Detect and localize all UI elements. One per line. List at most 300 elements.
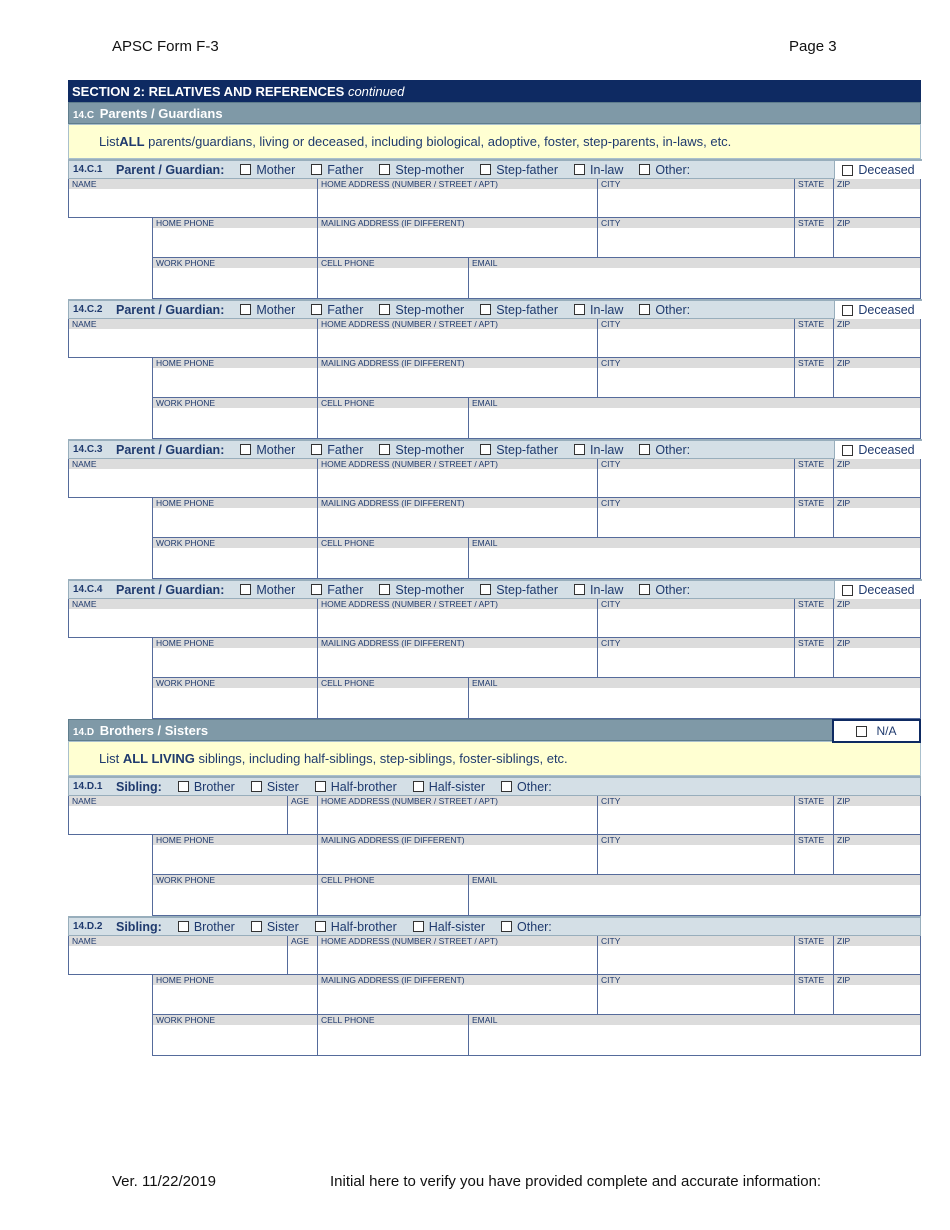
option-half-brother[interactable] [315,780,397,794]
mailing-city-field[interactable] [597,358,794,398]
checkbox[interactable] [480,304,491,315]
checkbox[interactable] [379,304,390,315]
deceased-checkbox[interactable] [842,165,853,176]
state-field-label: STATE [795,936,833,946]
name-field[interactable] [68,319,317,358]
zip-field-label: ZIP [834,796,921,806]
zip-field[interactable] [833,319,921,358]
mailing-state-field[interactable] [794,498,833,538]
entry-label: Sibling: [116,919,162,934]
section-title-suffix: continued [347,84,405,99]
deceased-label: Deceased [858,303,915,317]
city-field-label: CITY [598,459,794,469]
option-label: Mother [256,582,296,597]
home-phone-field[interactable] [152,358,317,398]
home-address-field[interactable] [317,936,597,975]
checkbox[interactable] [639,444,650,455]
email-field[interactable] [468,1015,921,1056]
checkbox[interactable] [379,584,390,595]
cell-phone-field[interactable] [317,258,468,299]
option-mother[interactable] [240,303,295,317]
email-field-label: EMAIL [469,1015,921,1025]
option-label: Father [327,302,364,317]
instruction-bold: ALL LIVING [122,751,195,766]
entry-number: 14.D.1 [73,781,103,792]
email-field[interactable] [468,258,921,299]
cell-phone-field[interactable] [317,398,468,439]
zip-field-label: ZIP [834,459,921,469]
state-field[interactable] [794,319,833,358]
option-father[interactable] [311,583,363,597]
mailing-city-field-label: CITY [598,218,794,228]
right-border [920,796,921,916]
home-address-field-label: HOME ADDRESS (NUMBER / STREET / APT) [318,599,597,609]
entry-header-bar [68,159,921,179]
name-field-label: NAME [69,459,317,469]
option-half-brother[interactable] [315,920,397,934]
home-address-field-label: HOME ADDRESS (NUMBER / STREET / APT) [318,459,597,469]
work-phone-field-label: WORK PHONE [153,678,317,688]
option-half-sister[interactable] [413,780,485,794]
option-label: Mother [256,442,296,457]
mailing-city-field-label: CITY [598,975,794,985]
mailing-state-field-label: STATE [795,975,833,985]
work-phone-field-label: WORK PHONE [153,875,317,885]
city-field[interactable] [597,599,794,638]
deceased-option[interactable] [834,579,922,599]
checkbox[interactable] [574,164,585,175]
mailing-zip-field[interactable] [833,975,921,1015]
city-field-label: CITY [598,796,794,806]
cell-phone-field[interactable] [317,875,468,916]
option-label: Brother [193,919,235,934]
cell-phone-field-label: CELL PHONE [318,1015,468,1025]
checkbox[interactable] [240,304,251,315]
option-label: Father [327,442,364,457]
mailing-zip-field[interactable] [833,835,921,875]
email-field-label: EMAIL [469,678,921,688]
home-address-field[interactable] [317,179,597,218]
home-address-field[interactable] [317,459,597,498]
city-field[interactable] [597,796,794,835]
work-phone-field[interactable] [152,1015,317,1056]
checkbox[interactable] [574,444,585,455]
option-sister[interactable] [251,780,299,794]
name-field[interactable] [68,599,317,638]
mailing-state-field[interactable] [794,975,833,1015]
option-label: In-law [590,302,624,317]
siblings-section-title: Brothers / Sisters [99,723,209,738]
mailing-address-field[interactable] [317,218,597,258]
checkbox[interactable] [178,921,189,932]
email-field-label: EMAIL [469,258,921,268]
checkbox[interactable] [379,164,390,175]
option-label: Other: [655,302,691,317]
zip-field[interactable] [833,936,921,975]
checkbox[interactable] [574,304,585,315]
home-address-field[interactable] [317,319,597,358]
checkbox[interactable] [574,584,585,595]
zip-field[interactable] [833,599,921,638]
home-phone-field[interactable] [152,975,317,1015]
section-title-text: SECTION 2: RELATIVES AND REFERENCES [72,84,345,99]
option-brother[interactable] [178,920,235,934]
option-step-mother[interactable] [379,583,464,597]
city-field-label: CITY [598,936,794,946]
state-field-label: STATE [795,459,833,469]
home-phone-field[interactable] [152,835,317,875]
deceased-label: Deceased [858,163,915,177]
instruction-bold: ALL [119,134,145,149]
page-number: Page 3 [789,38,837,55]
mailing-address-field[interactable] [317,975,597,1015]
option-sister[interactable] [251,920,299,934]
option-label: Half-sister [428,919,486,934]
state-field-label: STATE [795,319,833,329]
name-field-label: NAME [69,319,317,329]
option-step-mother[interactable] [379,443,464,457]
option-other[interactable] [639,303,690,317]
cell-phone-field-label: CELL PHONE [318,398,468,408]
checkbox[interactable] [501,781,512,792]
sibling-entries [68,776,921,1056]
entry-number: 14.C.1 [73,164,103,175]
right-border [920,599,921,719]
option-label: Other: [655,162,691,177]
email-field-label: EMAIL [469,875,921,885]
option-other[interactable] [501,780,552,794]
state-field-label: STATE [795,179,833,189]
option-label: Step-mother [395,302,465,317]
option-label: Half-sister [428,779,486,794]
siblings-subsection-title [68,719,921,741]
home-address-field[interactable] [317,599,597,638]
mailing-city-field-label: CITY [598,358,794,368]
cell-phone-field-label: CELL PHONE [318,678,468,688]
checkbox[interactable] [480,444,491,455]
option-other[interactable] [639,163,690,177]
city-field[interactable] [597,319,794,358]
name-field-label: NAME [69,936,287,946]
option-label: Step-mother [395,442,465,457]
mailing-address-field[interactable] [317,358,597,398]
option-other[interactable] [639,443,690,457]
state-field[interactable] [794,459,833,498]
home-address-field-label: HOME ADDRESS (NUMBER / STREET / APT) [318,179,597,189]
mailing-zip-field[interactable] [833,498,921,538]
option-label: Step-father [496,302,559,317]
option-label: Mother [256,162,296,177]
home-address-field-label: HOME ADDRESS (NUMBER / STREET / APT) [318,796,597,806]
option-step-father[interactable] [480,443,558,457]
mailing-city-field[interactable] [597,835,794,875]
option-label: Father [327,582,364,597]
entry-header-bar [68,299,921,319]
city-field-label: CITY [598,599,794,609]
checkbox[interactable] [501,921,512,932]
option-in-law[interactable] [574,443,623,457]
entry-header-bar [68,916,921,936]
mailing-address-field-label: MAILING ADDRESS (IF DIFFERENT) [318,218,597,228]
version-label: Ver. 11/22/2019 [112,1173,216,1190]
option-step-father[interactable] [480,163,558,177]
entry-number: 14.C.2 [73,304,103,315]
work-phone-field[interactable] [152,678,317,719]
mailing-state-field-label: STATE [795,835,833,845]
work-phone-field[interactable] [152,398,317,439]
home-address-field-label: HOME ADDRESS (NUMBER / STREET / APT) [318,319,597,329]
siblings-section-number: 14.D [73,727,95,738]
name-field[interactable] [68,796,287,835]
option-step-father[interactable] [480,303,558,317]
parent-entry [68,159,921,299]
option-step-father[interactable] [480,583,558,597]
option-label: In-law [590,162,624,177]
mailing-state-field[interactable] [794,218,833,258]
checkbox[interactable] [311,584,322,595]
name-field[interactable] [68,179,317,218]
option-label: Half-brother [330,919,397,934]
mailing-address-field[interactable] [317,498,597,538]
city-field[interactable] [597,936,794,975]
zip-field-label: ZIP [834,319,921,329]
checkbox[interactable] [178,781,189,792]
option-half-sister[interactable] [413,920,485,934]
city-field-label: CITY [598,179,794,189]
instruction-pre: List [99,134,120,149]
entry-label: Sibling: [116,779,162,794]
cell-phone-field[interactable] [317,1015,468,1056]
parents-section-title: Parents / Guardians [99,106,223,121]
checkbox[interactable] [311,164,322,175]
zip-field[interactable] [833,459,921,498]
sibling-entry [68,916,921,1056]
deceased-label: Deceased [858,443,915,457]
mailing-address-field-label: MAILING ADDRESS (IF DIFFERENT) [318,638,597,648]
state-field[interactable] [794,179,833,218]
option-father[interactable] [311,303,363,317]
checkbox[interactable] [311,304,322,315]
zip-field-label: ZIP [834,936,921,946]
name-field-label: NAME [69,796,287,806]
na-checkbox-group[interactable] [832,719,921,743]
initial-prompt: Initial here to verify you have provided complete and accurate information: [330,1173,822,1190]
checkbox[interactable] [311,444,322,455]
mailing-zip-field-label: ZIP [834,218,921,228]
option-father[interactable] [311,443,363,457]
na-label: N/A [876,724,897,738]
deceased-option[interactable] [834,159,922,179]
home-phone-field[interactable] [152,638,317,678]
option-label: Father [327,162,364,177]
option-label: Sister [266,779,299,794]
state-field[interactable] [794,599,833,638]
checkbox[interactable] [315,781,326,792]
deceased-option[interactable] [834,439,922,459]
email-field[interactable] [468,538,921,579]
mailing-city-field[interactable] [597,218,794,258]
work-phone-field-label: WORK PHONE [153,1015,317,1025]
name-field-label: NAME [69,179,317,189]
email-field[interactable] [468,875,921,916]
checkbox[interactable] [480,164,491,175]
home-phone-field-label: HOME PHONE [153,975,317,985]
mailing-state-field-label: STATE [795,358,833,368]
email-field[interactable] [468,398,921,439]
name-field-label: NAME [69,599,317,609]
parents-instruction [68,124,921,159]
home-phone-field[interactable] [152,218,317,258]
entry-header-bar [68,439,921,459]
checkbox[interactable] [251,781,262,792]
age-field[interactable] [287,936,317,975]
home-phone-field[interactable] [152,498,317,538]
email-field-label: EMAIL [469,538,921,548]
right-border [920,319,921,439]
mailing-state-field[interactable] [794,358,833,398]
option-in-law[interactable] [574,163,623,177]
option-father[interactable] [311,163,363,177]
mailing-city-field[interactable] [597,498,794,538]
instruction-post: siblings, including half-siblings, step-siblings, foster-siblings, etc. [194,751,568,766]
mailing-city-field[interactable] [597,638,794,678]
checkbox[interactable] [480,584,491,595]
city-field[interactable] [597,459,794,498]
name-field[interactable] [68,459,317,498]
form-id: APSC Form F-3 [112,38,219,55]
option-label: Step-father [496,442,559,457]
option-mother[interactable] [240,443,295,457]
right-border [920,936,921,1056]
entry-header-bar [68,579,921,599]
option-in-law[interactable] [574,303,623,317]
option-brother[interactable] [178,780,235,794]
option-label: Other: [655,582,691,597]
option-label: Sister [266,919,299,934]
option-in-law[interactable] [574,583,623,597]
mailing-zip-field[interactable] [833,218,921,258]
checkbox[interactable] [315,921,326,932]
mailing-address-field-label: MAILING ADDRESS (IF DIFFERENT) [318,358,597,368]
option-label: Mother [256,302,296,317]
option-label: Other: [655,442,691,457]
mailing-state-field-label: STATE [795,218,833,228]
entry-number: 14.C.4 [73,584,103,595]
city-field-label: CITY [598,319,794,329]
zip-field[interactable] [833,796,921,835]
checkbox[interactable] [413,781,424,792]
mailing-zip-field[interactable] [833,638,921,678]
email-field[interactable] [468,678,921,719]
option-mother[interactable] [240,583,295,597]
work-phone-field[interactable] [152,258,317,299]
mailing-zip-field-label: ZIP [834,358,921,368]
cell-phone-field[interactable] [317,678,468,719]
mailing-state-field[interactable] [794,835,833,875]
state-field[interactable] [794,796,833,835]
name-field[interactable] [68,936,287,975]
right-border [920,179,921,299]
option-label: In-law [590,582,624,597]
option-mother[interactable] [240,163,295,177]
home-phone-field-label: HOME PHONE [153,498,317,508]
email-field-label: EMAIL [469,398,921,408]
mailing-address-field-label: MAILING ADDRESS (IF DIFFERENT) [318,498,597,508]
deceased-label: Deceased [858,583,915,597]
entry-header-bar [68,776,921,796]
parent-entry [68,299,921,439]
deceased-checkbox[interactable] [842,305,853,316]
parents-subsection-title [68,102,921,124]
age-field-label: AGE [288,796,317,806]
checkbox[interactable] [240,584,251,595]
option-label: Half-brother [330,779,397,794]
mailing-address-field[interactable] [317,638,597,678]
entry-label: Parent / Guardian: [116,162,225,177]
cell-phone-field-label: CELL PHONE [318,258,468,268]
mailing-zip-field-label: ZIP [834,638,921,648]
entry-label: Parent / Guardian: [116,302,225,317]
state-field-label: STATE [795,796,833,806]
work-phone-field[interactable] [152,875,317,916]
parent-entry [68,579,921,719]
checkbox[interactable] [639,164,650,175]
zip-field[interactable] [833,179,921,218]
work-phone-field[interactable] [152,538,317,579]
zip-field-label: ZIP [834,179,921,189]
na-checkbox[interactable] [856,726,867,737]
deceased-checkbox[interactable] [842,445,853,456]
checkbox[interactable] [639,584,650,595]
home-address-field[interactable] [317,796,597,835]
option-step-mother[interactable] [379,303,464,317]
state-field[interactable] [794,936,833,975]
option-label: Step-mother [395,162,465,177]
deceased-option[interactable] [834,299,922,319]
mailing-address-field-label: MAILING ADDRESS (IF DIFFERENT) [318,975,597,985]
parents-entries [68,159,921,719]
option-step-mother[interactable] [379,163,464,177]
mailing-zip-field[interactable] [833,358,921,398]
mailing-city-field-label: CITY [598,835,794,845]
age-field-label: AGE [288,936,317,946]
home-phone-field-label: HOME PHONE [153,218,317,228]
checkbox[interactable] [240,444,251,455]
mailing-city-field[interactable] [597,975,794,1015]
city-field[interactable] [597,179,794,218]
right-border [920,459,921,579]
option-label: In-law [590,442,624,457]
deceased-checkbox[interactable] [842,585,853,596]
entry-number: 14.C.3 [73,444,103,455]
option-other[interactable] [501,920,552,934]
option-other[interactable] [639,583,690,597]
checkbox[interactable] [639,304,650,315]
entry-number: 14.D.2 [73,921,103,932]
cell-phone-field[interactable] [317,538,468,579]
mailing-state-field[interactable] [794,638,833,678]
checkbox[interactable] [413,921,424,932]
mailing-address-field-label: MAILING ADDRESS (IF DIFFERENT) [318,835,597,845]
age-field[interactable] [287,796,317,835]
option-label: Other: [517,779,552,794]
mailing-zip-field-label: ZIP [834,975,921,985]
checkbox[interactable] [379,444,390,455]
checkbox[interactable] [251,921,262,932]
checkbox[interactable] [240,164,251,175]
work-phone-field-label: WORK PHONE [153,538,317,548]
mailing-address-field[interactable] [317,835,597,875]
